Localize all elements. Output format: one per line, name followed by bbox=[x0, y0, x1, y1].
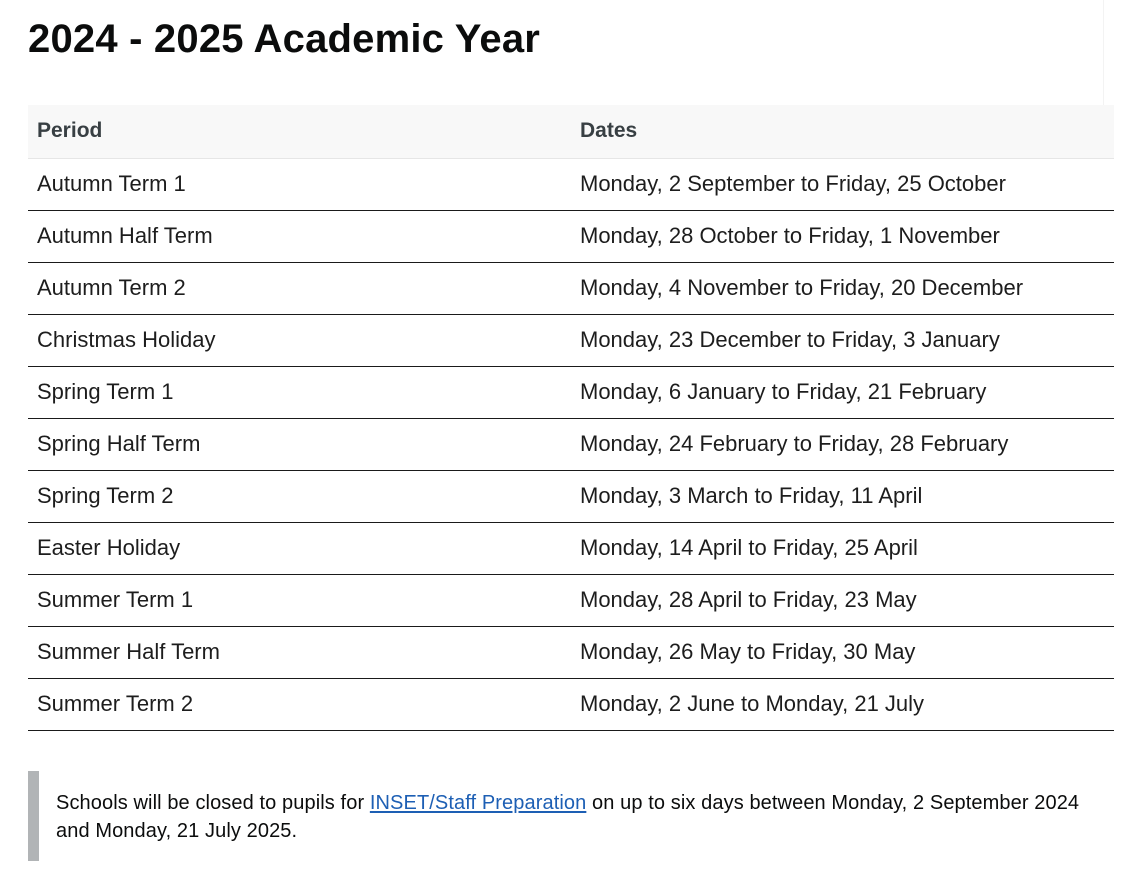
dates-cell: Monday, 3 March to Friday, 11 April bbox=[580, 483, 923, 508]
table-row bbox=[28, 522, 1114, 574]
table-row bbox=[28, 574, 1114, 626]
dates-cell: Monday, 26 May to Friday, 30 May bbox=[580, 639, 916, 664]
notice-text-after: on up to six days between Monday, 2 September 2024 and Monday, 21 July 2025. bbox=[56, 792, 1080, 842]
dates-cell: Monday, 2 September to Friday, 25 October bbox=[580, 171, 1006, 196]
dates-cell: Monday, 6 January to Friday, 21 February bbox=[580, 379, 987, 404]
dates-cell: Monday, 2 June to Monday, 21 July bbox=[580, 691, 925, 716]
dates-cell: Monday, 23 December to Friday, 3 January bbox=[580, 327, 1000, 352]
period-cell: Spring Term 2 bbox=[37, 483, 174, 508]
table-row bbox=[28, 470, 1114, 522]
dates-cell: Monday, 14 April to Friday, 25 April bbox=[580, 535, 918, 560]
period-cell: Easter Holiday bbox=[37, 535, 181, 560]
table-row bbox=[28, 418, 1114, 470]
page-title: 2024 - 2025 Academic Year bbox=[28, 17, 541, 61]
dates-cell: Monday, 28 October to Friday, 1 November bbox=[580, 223, 1000, 248]
column-header-period: Period bbox=[28, 105, 571, 158]
period-cell: Spring Term 1 bbox=[37, 379, 174, 404]
period-cell: Summer Term 2 bbox=[37, 691, 194, 716]
notice-text-before: Schools will be closed to pupils for bbox=[56, 792, 370, 814]
table-header-row bbox=[28, 105, 1114, 158]
table-row bbox=[28, 314, 1114, 366]
table-row bbox=[28, 626, 1114, 678]
table-body bbox=[28, 158, 1114, 730]
dates-cell: Monday, 28 April to Friday, 23 May bbox=[580, 587, 917, 612]
period-cell: Autumn Term 1 bbox=[37, 171, 186, 196]
table-row bbox=[28, 158, 1114, 210]
table-row bbox=[28, 366, 1114, 418]
period-cell: Autumn Half Term bbox=[37, 223, 213, 248]
content-area bbox=[28, 0, 1114, 731]
notice-text bbox=[56, 789, 1096, 845]
inset-notice bbox=[28, 771, 1114, 861]
period-cell: Summer Term 1 bbox=[37, 587, 194, 612]
period-cell: Christmas Holiday bbox=[37, 327, 216, 352]
period-cell: Summer Half Term bbox=[37, 639, 220, 664]
table-header bbox=[28, 105, 1114, 158]
column-header-dates: Dates bbox=[571, 105, 1114, 158]
table-row bbox=[28, 210, 1114, 262]
notice-accent-bar bbox=[28, 771, 39, 861]
dates-cell: Monday, 4 November to Friday, 20 December bbox=[580, 275, 1024, 300]
period-cell: Autumn Term 2 bbox=[37, 275, 186, 300]
table-row bbox=[28, 678, 1114, 730]
table-row bbox=[28, 262, 1114, 314]
dates-cell: Monday, 24 February to Friday, 28 February bbox=[580, 431, 1009, 456]
academic-year-table bbox=[28, 105, 1114, 731]
period-cell: Spring Half Term bbox=[37, 431, 201, 456]
inset-staff-preparation-link[interactable]: INSET/Staff Preparation bbox=[369, 792, 587, 814]
